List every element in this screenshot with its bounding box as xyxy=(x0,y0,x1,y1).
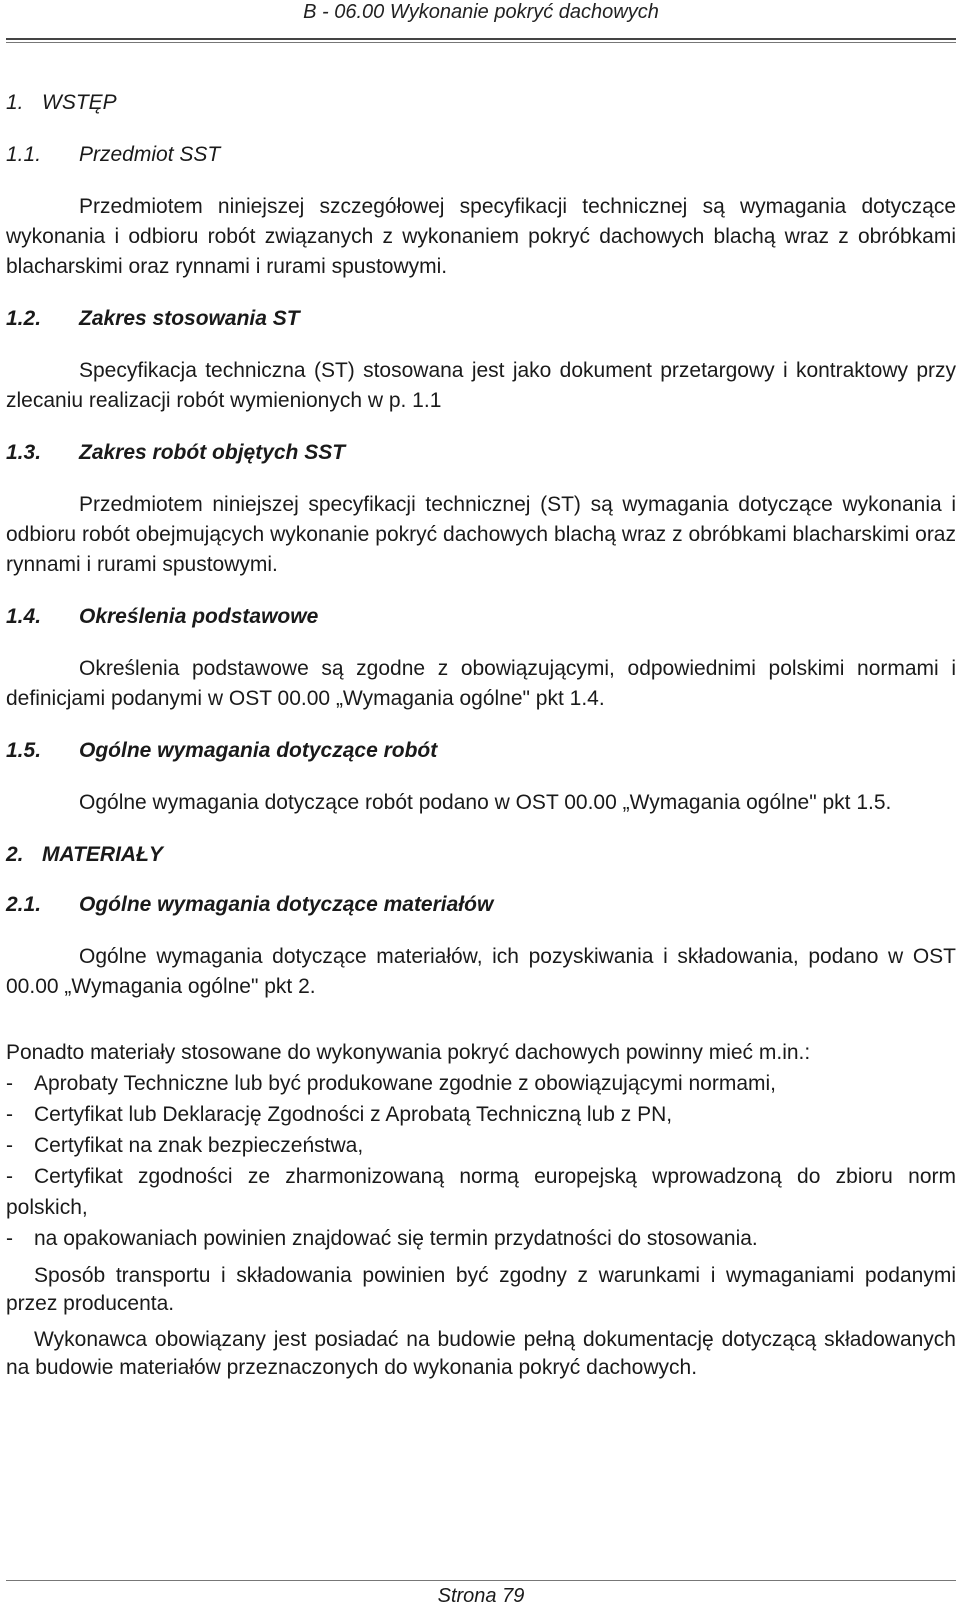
document-body xyxy=(6,90,956,1382)
section-1-4-heading: 1.4. Określenia podstawowe xyxy=(6,605,319,628)
footer-divider xyxy=(6,1580,956,1581)
section-2-heading: 2. MATERIAŁY xyxy=(6,843,163,866)
section-1-heading: 1. WSTĘP xyxy=(6,91,117,114)
section-1-2-text: Specyfikacja techniczna (ST) stosowana jest jako dokument przetargowy i kontraktowy przy zlecaniu realizacji robót wymienionych w p. 1.1 xyxy=(6,359,956,412)
list-item: - Certyfikat lub Deklarację Zgodności z Aprobatą Techniczną lub z PN, xyxy=(6,1103,673,1126)
section-2-1-heading: 2.1. Ogólne wymagania dotyczące materiałów xyxy=(6,893,494,916)
materials-intro: Ponadto materiały stosowane do wykonywania pokryć dachowych powinny mieć m.in.: xyxy=(6,1041,811,1064)
document-page xyxy=(6,0,956,1612)
section-1-3-text: Przedmiotem niniejszej specyfikacji technicznej (ST) są wymagania dotyczące wykonania i odbioru robót obejmujących wykonanie pokryć dachowych blachą wraz z obróbkami blacharskimi oraz rynnami i rurami spustowymi. xyxy=(6,493,956,576)
section-1-5-heading: 1.5. Ogólne wymagania dotyczące robót xyxy=(6,739,438,762)
section-1-4-text: Określenia podstawowe są zgodne z obowiązującymi, odpowiednimi polskimi normami i definicjami podanymi w OST 00.00 „Wymagania ogólne" pkt 1.4. xyxy=(6,657,956,710)
materials-requirements-list xyxy=(6,1068,956,1254)
section-1-1-heading: 1.1. Przedmiot SST xyxy=(6,143,221,166)
section-1-1-text: Przedmiotem niniejszej szczegółowej specyfikacji technicznej są wymagania dotyczące wykonania i odbioru robót związanych z wykonaniem pokryć dachowych blachą wraz z obróbkami blacharskimi oraz rynnami i rurami spustowymi. xyxy=(6,195,956,278)
documentation-text: Wykonawca obowiązany jest posiadać na budowie pełną dokumentację dotyczącą składowanych na budowie materiałów przeznaczonych do wykonania pokryć dachowych. xyxy=(6,1328,956,1379)
page-number: Strona 79 xyxy=(437,1585,525,1607)
header-divider xyxy=(6,38,956,40)
list-item: - na opakowaniach powinien znajdować się termin przydatności do stosowania. xyxy=(6,1227,758,1250)
list-item: - Certyfikat na znak bezpieczeństwa, xyxy=(6,1134,364,1157)
transport-text: Sposób transportu i składowania powinien być zgodny z warunkami i wymaganiami podanymi przez producenta. xyxy=(6,1264,956,1315)
section-1-3-heading: 1.3. Zakres robót objętych SST xyxy=(6,441,346,464)
header-divider-thin xyxy=(6,42,956,43)
page-header: B - 06.00 Wykonanie pokryć dachowych xyxy=(303,1,659,23)
section-2-1-text: Ogólne wymagania dotyczące materiałów, ich pozyskiwania i składowania, podano w OST 00.00 „Wymagania ogólne" pkt 2. xyxy=(6,945,956,998)
section-1-5-text: Ogólne wymagania dotyczące robót podano w OST 00.00 „Wymagania ogólne" pkt 1.5. xyxy=(79,791,892,814)
list-item: - Aprobaty Techniczne lub być produkowane zgodnie z obowiązującymi normami, xyxy=(6,1072,777,1095)
list-item: - Certyfikat zgodności ze zharmonizowaną normą europejską wprowadzoną do zbioru norm polskich, xyxy=(6,1165,956,1219)
section-1-2-heading: 1.2. Zakres stosowania ST xyxy=(6,307,300,330)
